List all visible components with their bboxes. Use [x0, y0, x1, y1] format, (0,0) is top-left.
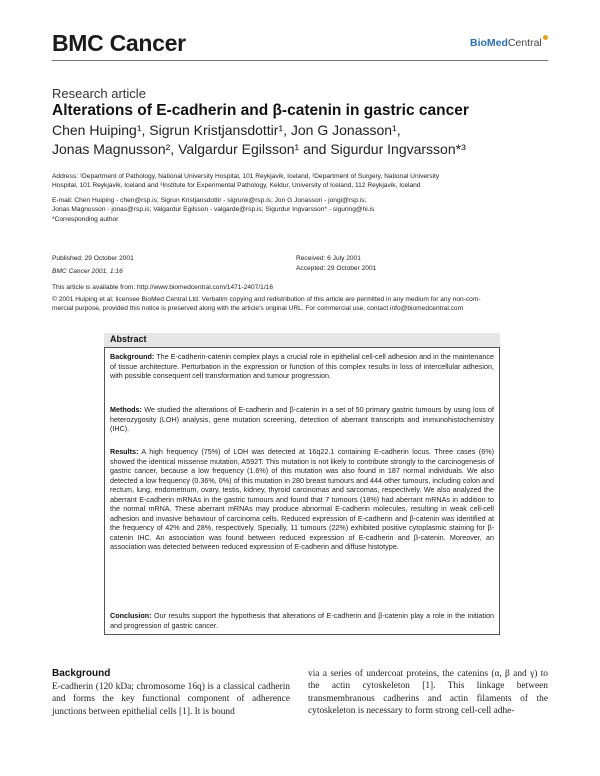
authors — [52, 121, 552, 159]
address-line-1: Address: ¹Department of Pathology, National University Hospital, 101 Reykjavik, Iceland, ²Department of Surgery, National University — [52, 173, 440, 180]
address-line-2: Hospital, 101 Reykjavik, Iceland and ³Institute for Experimental Pathology, Keldur, University of Iceland, 112 Reykjavik, Iceland — [52, 182, 421, 190]
received-info — [296, 254, 526, 274]
logo-med-text: Med — [486, 37, 508, 49]
availability-url[interactable]: This article is available from: http://www.biomedcentral.com/1471-2407/1/16 — [52, 284, 273, 291]
abstract-results — [110, 447, 494, 552]
citation: BMC Cancer 2001, 1:16 — [52, 268, 123, 276]
authors-line-2: Jonas Magnusson², Valgardur Egilsson¹ and Sigurdur Ingvarsson*³ — [52, 141, 466, 157]
copyright-line-2: mercial purpose, provided this notice is preserved along with the article's original URL. For commercial use, contact info@biomedcentral.com — [52, 305, 464, 313]
corresponding-author-note: *Corresponding author — [52, 215, 119, 223]
journal-name: BMC Cancer — [52, 30, 186, 56]
author-addresses — [52, 172, 548, 191]
logo-dot-icon — [543, 35, 548, 40]
author-emails — [52, 196, 548, 224]
email-line-1: E-mail: Chen Huiping - chen@rsp.is; Sigrun Kristjansdottir - sigrunk@rsp.is; Jon G Jonasson - jongi@rsp.is; — [52, 197, 367, 204]
publication-info — [52, 254, 282, 277]
abstract-methods-label: Methods: — [110, 405, 142, 414]
accepted-date: Accepted: 29 October 2001 — [296, 265, 377, 273]
authors-line-1: Chen Huiping¹, Sigrun Kristjansdottir¹, Jon G Jonasson¹, — [52, 122, 401, 138]
received-date: Received: 6 July 2001 — [296, 255, 361, 262]
body-right-column: via a series of undercoat proteins, the catenins (α, β and γ) to the actin cytoskeleton [1]. This linkage between transmembranous cadherins and actin filaments of the cytoskeleton is necessary to form strong cell-cell adhe- — [308, 669, 548, 717]
header-rule — [52, 60, 548, 61]
abstract-results-label: Results: — [110, 447, 139, 456]
abstract-heading: Abstract — [110, 334, 147, 344]
body-left-column: E-cadherin (120 kDa; chromosome 16q) is a classical cadherin and forms the key functional component of adherence junctions between epithelial cells [1]. It is bound — [52, 682, 290, 717]
section-heading-background: Background — [52, 668, 111, 679]
biomed-central-logo — [470, 33, 564, 55]
abstract-results-text: A high frequency (75%) of LOH was detected at 16q22.1 containing E-cadherin locus. Three cases (6%) showed the identical missense mutation, A592T. This mutation is not likely to contribute strongly to the carcinogenesis of gastric cancer, because a low frequency (1.6%) of this mutation was also found in 187 normal individuals. We also detected a low frequency (0.36%, 0%) of this mutation in 280 breast tumours and 444 other tumours, including colon and rectum, lung, endometrium, ovary, testis, kidney, thyroid carcinomas and sarcomas, respectively. We also analyzed the aberrant E-cadherin mRNAs in the gastric tumours and found that 7 tumours (18%) had aberrant mRNAs in addition to the normal mRNA. These aberrant mRNAs may produce abnormal E-cadherin molecules, resulting in weak cell-cell adhesion and invasive behaviour of carcinoma cells. Reduced expression of E-cadherin and β-catenin was identified at the frequency of 42% and 28%, respectively. Specially, 11 tumours (22%) exhibited positive cytoplasmic staining for β-catenin IHC. An association was found between reduced expression of E-cadherin and β-catenin. Moreover, an association was detected between reduced expression of E-cadherin and diffuse histotype. — [110, 447, 494, 551]
article-type: Research article — [52, 86, 146, 101]
abstract-conclusion-text: Our results support the hypothesis that alterations of E-cadherin and β-catenin play a role in the initiation and progression of gastric cancer. — [110, 611, 495, 630]
abstract-conclusion — [110, 611, 494, 630]
copyright-notice — [52, 295, 548, 314]
abstract-background-text: The E-cadherin-catenin complex plays a crucial role in epithelial cell-cell adhesion and in the maintenance of tissue architecture. Perturbation in the expression or function of this complex results in loss of intercellular adhesion, with possible consequent cell transformation and tumour progression. — [110, 352, 494, 380]
abstract-methods-text: We studied the alterations of E-cadherin and β-catenin in a set of 50 primary gastric tumours by using loss of heterozygosity (LOH) analysis, gene mutation screening, detection of aberrant transcripts and immunohistochemistry (IHC). — [110, 405, 495, 433]
logo-bio-text: Bio — [470, 37, 487, 49]
published-date: Published: 29 October 2001 — [52, 255, 134, 262]
abstract-header — [104, 333, 500, 348]
abstract-background — [110, 352, 494, 381]
abstract-background-label: Background: — [110, 352, 155, 361]
logo-central-text: Central — [507, 37, 542, 49]
email-line-2: Jonas Magnusson - jonas@rsp.is; Valgardur Egilsson - valgarde@rsp.is; Sigurdur Ingvarsson* - siguring@hi.is — [52, 206, 375, 214]
abstract-conclusion-label: Conclusion: — [110, 611, 152, 620]
article-title: Alterations of E-cadherin and β-catenin in gastric cancer — [52, 102, 469, 119]
abstract-methods — [110, 405, 494, 434]
copyright-line-1: © 2001 Huiping et al; licensee BioMed Central Ltd. Verbatim copying and redistribution of this article are permitted in any medium for any non-com- — [52, 296, 481, 303]
